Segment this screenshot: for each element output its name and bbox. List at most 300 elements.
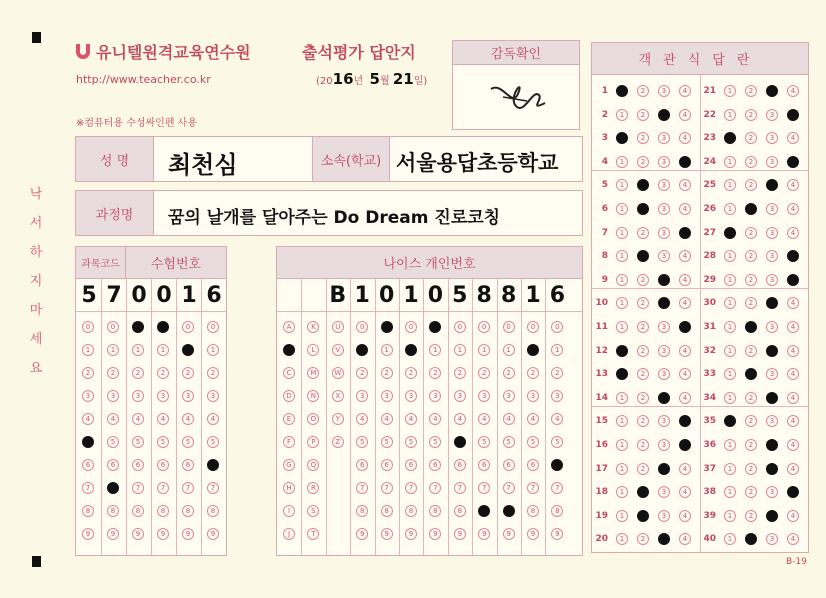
neis-letter-bubble: K bbox=[307, 321, 319, 333]
answer-bubble: 4 bbox=[679, 463, 691, 475]
exam-bubble: 4 bbox=[207, 413, 219, 425]
neis-digit-bubble: 7 bbox=[527, 482, 539, 494]
question-number: 22 bbox=[703, 109, 716, 120]
answer-bubble: 1 bbox=[616, 250, 628, 262]
neis-digit: 0 bbox=[427, 283, 444, 308]
grid-line bbox=[101, 279, 102, 555]
neis-digit-bubble: 7 bbox=[503, 482, 515, 494]
exam-bubble: 6 bbox=[157, 459, 169, 471]
answer-bubble: 2 bbox=[637, 533, 649, 545]
timing-mark-top bbox=[32, 32, 41, 43]
exam-bubble: 6 bbox=[82, 459, 94, 471]
neis-digit-bubble: 0 bbox=[478, 321, 490, 333]
answer-bubble: 4 bbox=[787, 510, 799, 522]
neis-digit-bubble: 4 bbox=[478, 413, 490, 425]
neis-digit-bubble: 1 bbox=[503, 344, 515, 356]
question-number: 3 bbox=[601, 133, 608, 144]
answer-bubble: 3 bbox=[658, 156, 670, 168]
answer-bubble: 1 bbox=[724, 463, 736, 475]
side-warning-char: 요 bbox=[29, 361, 43, 376]
grid-line bbox=[497, 279, 498, 555]
grid-line bbox=[277, 311, 582, 312]
supervisor-signature bbox=[483, 71, 553, 125]
neis-digit: 0 bbox=[378, 283, 395, 308]
question-number: 21 bbox=[703, 86, 716, 96]
question-number: 14 bbox=[595, 392, 608, 403]
exam-bubble: 0 bbox=[107, 321, 119, 333]
neis-digit-bubble: 7 bbox=[381, 482, 393, 494]
neis-digit-bubble: 0 bbox=[381, 321, 393, 333]
answer-bubble: 2 bbox=[637, 227, 649, 239]
answer-bubble: 1 bbox=[616, 85, 628, 97]
grid-line bbox=[76, 311, 226, 312]
answer-bubble: 1 bbox=[724, 203, 736, 215]
exam-number-panel bbox=[75, 246, 227, 556]
exam-bubble: 1 bbox=[107, 344, 119, 356]
answer-bubble: 3 bbox=[766, 439, 778, 451]
neis-digit-bubble: 2 bbox=[527, 367, 539, 379]
answer-bubble: 2 bbox=[637, 463, 649, 475]
question-number: 38 bbox=[703, 487, 716, 498]
neis-digit-bubble: 1 bbox=[551, 344, 563, 356]
answer-bubble: 3 bbox=[766, 85, 778, 97]
exam-bubble: 8 bbox=[107, 505, 119, 517]
answer-bubble: 3 bbox=[658, 368, 670, 380]
neis-digit-bubble: 1 bbox=[478, 344, 490, 356]
answer-bubble: 3 bbox=[766, 274, 778, 286]
answer-bubble: 2 bbox=[745, 533, 757, 545]
neis-letter-bubble: A bbox=[283, 321, 295, 333]
answer-bubble: 3 bbox=[658, 132, 670, 144]
answer-bubble: 2 bbox=[745, 368, 757, 380]
answer-bubble: 2 bbox=[745, 156, 757, 168]
neis-digit-bubble: 1 bbox=[454, 344, 466, 356]
grid-line bbox=[545, 279, 546, 555]
exam-digit: 7 bbox=[106, 283, 122, 308]
neis-digit-bubble: 6 bbox=[381, 459, 393, 471]
answer-bubble: 4 bbox=[787, 368, 799, 380]
neis-digit-bubble: 7 bbox=[551, 482, 563, 494]
question-number: 40 bbox=[703, 534, 716, 545]
exam-digit: 0 bbox=[156, 283, 172, 308]
answer-bubble: 4 bbox=[679, 392, 691, 404]
form-code: B-19 bbox=[786, 557, 807, 567]
answer-bubble: 2 bbox=[637, 250, 649, 262]
neis-digit-bubble: 3 bbox=[478, 390, 490, 402]
answer-bubble: 2 bbox=[637, 203, 649, 215]
answer-bubble: 4 bbox=[787, 415, 799, 427]
grid-line bbox=[399, 279, 400, 555]
neis-digit-bubble: 0 bbox=[356, 321, 368, 333]
exam-bubble: 2 bbox=[82, 367, 94, 379]
side-warning-char: 낙 bbox=[29, 187, 43, 202]
question-number: 5 bbox=[601, 180, 608, 191]
answer-bubble: 2 bbox=[745, 203, 757, 215]
neis-digit-bubble: 0 bbox=[503, 321, 515, 333]
neis-digit-bubble: 1 bbox=[405, 344, 417, 356]
exam-bubble: 1 bbox=[132, 344, 144, 356]
exam-bubble: 4 bbox=[157, 413, 169, 425]
answer-bubble: 4 bbox=[787, 85, 799, 97]
neis-digit-bubble: 8 bbox=[429, 505, 441, 517]
neis-letter-bubble: T bbox=[307, 528, 319, 540]
question-number: 2 bbox=[601, 109, 608, 120]
answer-bubble: 1 bbox=[616, 392, 628, 404]
side-warning-char: 세 bbox=[29, 332, 43, 347]
answer-bubble: 1 bbox=[616, 321, 628, 333]
neis-digit-bubble: 2 bbox=[503, 367, 515, 379]
answer-bubble: 2 bbox=[745, 510, 757, 522]
side-warning-char: 서 bbox=[29, 216, 43, 231]
answer-bubble: 3 bbox=[766, 533, 778, 545]
answer-bubble: 1 bbox=[724, 227, 736, 239]
neis-digit-bubble: 4 bbox=[356, 413, 368, 425]
neis-letter-bubble: F bbox=[283, 436, 295, 448]
neis-digit-bubble: 6 bbox=[551, 459, 563, 471]
exam-bubble: 2 bbox=[157, 367, 169, 379]
answer-bubble: 1 bbox=[724, 132, 736, 144]
answer-bubble: 2 bbox=[637, 415, 649, 427]
answer-bubble: 3 bbox=[766, 463, 778, 475]
answer-bubble: 2 bbox=[637, 368, 649, 380]
name-row bbox=[75, 136, 583, 182]
answer-bubble: 1 bbox=[616, 227, 628, 239]
answer-bubble: 3 bbox=[766, 368, 778, 380]
exam-number-label: 수험번호 bbox=[126, 247, 226, 279]
logo-icon bbox=[74, 42, 92, 60]
neis-digit-bubble: 2 bbox=[478, 367, 490, 379]
neis-digit-bubble: 9 bbox=[551, 528, 563, 540]
question-number: 29 bbox=[703, 274, 716, 285]
neis-letter-bubble: G bbox=[283, 459, 295, 471]
question-number: 12 bbox=[595, 345, 608, 356]
exam-bubble: 3 bbox=[207, 390, 219, 402]
neis-digit-bubble: 6 bbox=[356, 459, 368, 471]
name-label: 성 명 bbox=[76, 137, 154, 181]
answer-bubble: 1 bbox=[724, 297, 736, 309]
neis-letter-bubble: Q bbox=[307, 459, 319, 471]
exam-bubble: 0 bbox=[82, 321, 94, 333]
exam-bubble: 7 bbox=[132, 482, 144, 494]
answer-bubble: 2 bbox=[637, 297, 649, 309]
exam-bubble: 7 bbox=[157, 482, 169, 494]
answer-bubble: 4 bbox=[679, 415, 691, 427]
answer-bubble: 3 bbox=[658, 510, 670, 522]
answer-bubble: 1 bbox=[724, 156, 736, 168]
exam-bubble: 6 bbox=[207, 459, 219, 471]
grid-line bbox=[176, 279, 177, 555]
neis-digit-bubble: 3 bbox=[551, 390, 563, 402]
neis-letter-bubble: J bbox=[283, 528, 295, 540]
exam-bubble: 6 bbox=[132, 459, 144, 471]
exam-bubble: 7 bbox=[182, 482, 194, 494]
website: http://www.teacher.co.kr bbox=[76, 73, 211, 86]
exam-bubble: 0 bbox=[132, 321, 144, 333]
neis-digit-bubble: 9 bbox=[454, 528, 466, 540]
exam-bubble: 8 bbox=[207, 505, 219, 517]
answer-bubble: 1 bbox=[616, 439, 628, 451]
answer-bubble: 1 bbox=[724, 415, 736, 427]
answer-bubble: 3 bbox=[766, 203, 778, 215]
grid-line bbox=[700, 75, 701, 552]
neis-digit-bubble: 7 bbox=[405, 482, 417, 494]
neis-letter-bubble: Z bbox=[332, 436, 344, 448]
exam-date: (2016년 5월 21일) bbox=[316, 70, 428, 88]
exam-bubble: 5 bbox=[82, 436, 94, 448]
neis-digit: 8 bbox=[476, 283, 492, 308]
neis-digit-bubble: 6 bbox=[454, 459, 466, 471]
answer-bubble: 3 bbox=[658, 203, 670, 215]
answer-bubble: 2 bbox=[745, 227, 757, 239]
exam-bubble: 2 bbox=[182, 367, 194, 379]
question-number: 17 bbox=[595, 463, 608, 474]
exam-bubble: 5 bbox=[107, 436, 119, 448]
grid-line bbox=[126, 279, 127, 555]
name-value: 최천심 bbox=[168, 151, 238, 179]
neis-digit-bubble: 5 bbox=[551, 436, 563, 448]
timing-mark-bottom bbox=[32, 556, 41, 567]
grid-line bbox=[326, 279, 327, 555]
answer-bubble: 3 bbox=[658, 321, 670, 333]
neis-digit-bubble: 4 bbox=[551, 413, 563, 425]
answers-title: 객관식답란 bbox=[592, 43, 808, 75]
answer-bubble: 3 bbox=[658, 533, 670, 545]
neis-digit-bubble: 9 bbox=[478, 528, 490, 540]
neis-letter-bubble: Y bbox=[332, 413, 344, 425]
question-number: 11 bbox=[595, 322, 608, 332]
neis-letter-bubble: L bbox=[307, 344, 319, 356]
question-number: 7 bbox=[601, 227, 608, 238]
answer-bubble: 3 bbox=[766, 486, 778, 498]
neis-digit-bubble: 3 bbox=[381, 390, 393, 402]
neis-digit-bubble: 7 bbox=[478, 482, 490, 494]
exam-bubble: 4 bbox=[182, 413, 194, 425]
answer-bubble: 4 bbox=[787, 132, 799, 144]
exam-bubble: 8 bbox=[82, 505, 94, 517]
side-warning-char: 하 bbox=[29, 245, 43, 260]
exam-bubble: 9 bbox=[107, 528, 119, 540]
answer-bubble: 2 bbox=[637, 85, 649, 97]
exam-bubble: 8 bbox=[157, 505, 169, 517]
answer-bubble: 1 bbox=[616, 203, 628, 215]
exam-bubble: 1 bbox=[157, 344, 169, 356]
neis-digit-bubble: 9 bbox=[527, 528, 539, 540]
grid-line bbox=[472, 279, 473, 555]
neis-digit: 1 bbox=[525, 283, 541, 308]
neis-digit-bubble: 0 bbox=[405, 321, 417, 333]
neis-digit: B bbox=[329, 283, 347, 308]
question-number: 35 bbox=[703, 416, 716, 427]
side-warning-char: 마 bbox=[29, 303, 43, 318]
answer-bubble: 1 bbox=[724, 179, 736, 191]
neis-digit-bubble: 0 bbox=[429, 321, 441, 333]
answer-bubble: 1 bbox=[616, 463, 628, 475]
neis-digit-bubble: 4 bbox=[381, 413, 393, 425]
exam-bubble: 9 bbox=[132, 528, 144, 540]
exam-bubble: 2 bbox=[107, 367, 119, 379]
question-number: 4 bbox=[601, 156, 608, 167]
exam-bubble: 5 bbox=[157, 436, 169, 448]
answer-bubble: 4 bbox=[679, 250, 691, 262]
neis-letter-bubble: H bbox=[283, 482, 295, 494]
answer-bubble: 2 bbox=[637, 274, 649, 286]
answer-bubble: 3 bbox=[766, 109, 778, 121]
answer-bubble: 1 bbox=[724, 533, 736, 545]
neis-digit: 1 bbox=[354, 283, 370, 308]
exam-bubble: 3 bbox=[107, 390, 119, 402]
question-number: 33 bbox=[703, 369, 716, 380]
answer-bubble: 4 bbox=[787, 392, 799, 404]
supervisor-label: 감독확인 bbox=[453, 41, 579, 65]
grid-line bbox=[350, 279, 351, 555]
answer-bubble: 2 bbox=[745, 109, 757, 121]
answer-bubble: 3 bbox=[766, 392, 778, 404]
exam-digit: 6 bbox=[206, 283, 222, 308]
question-number: 10 bbox=[595, 298, 608, 309]
answer-bubble: 2 bbox=[637, 109, 649, 121]
exam-bubble: 5 bbox=[207, 436, 219, 448]
answer-bubble: 2 bbox=[745, 274, 757, 286]
question-number: 27 bbox=[703, 227, 716, 238]
answer-bubble: 4 bbox=[787, 274, 799, 286]
question-number: 37 bbox=[703, 463, 716, 474]
neis-panel bbox=[276, 246, 583, 556]
answer-bubble: 3 bbox=[766, 132, 778, 144]
neis-digit-bubble: 8 bbox=[454, 505, 466, 517]
neis-digit-bubble: 0 bbox=[527, 321, 539, 333]
answer-bubble: 2 bbox=[637, 179, 649, 191]
neis-digit-bubble: 1 bbox=[381, 344, 393, 356]
neis-letter-bubble: I bbox=[283, 505, 295, 517]
answer-bubble: 1 bbox=[724, 439, 736, 451]
answer-bubble: 3 bbox=[658, 486, 670, 498]
neis-digit-bubble: 6 bbox=[527, 459, 539, 471]
answer-bubble: 1 bbox=[724, 392, 736, 404]
answer-bubble: 3 bbox=[658, 179, 670, 191]
answer-bubble: 1 bbox=[616, 297, 628, 309]
grid-line bbox=[151, 279, 152, 555]
question-number: 28 bbox=[703, 251, 716, 262]
neis-letter-bubble: O bbox=[307, 413, 319, 425]
neis-digit-bubble: 2 bbox=[405, 367, 417, 379]
neis-digit-bubble: 1 bbox=[527, 344, 539, 356]
pen-notice: ※컴퓨터용 수성싸인펜 사용 bbox=[76, 118, 197, 129]
question-number: 36 bbox=[703, 440, 716, 450]
question-number: 1 bbox=[601, 86, 608, 96]
question-number: 16 bbox=[595, 440, 608, 450]
question-number: 25 bbox=[703, 180, 716, 191]
answer-bubble: 2 bbox=[745, 345, 757, 357]
neis-digit-bubble: 2 bbox=[454, 367, 466, 379]
neis-letter-bubble: M bbox=[307, 367, 319, 379]
neis-letter-bubble: E bbox=[283, 413, 295, 425]
answer-bubble: 2 bbox=[745, 486, 757, 498]
answer-bubble: 4 bbox=[787, 439, 799, 451]
answer-bubble: 1 bbox=[616, 179, 628, 191]
answer-bubble: 4 bbox=[787, 321, 799, 333]
answer-bubble: 2 bbox=[745, 321, 757, 333]
answer-bubble: 2 bbox=[745, 179, 757, 191]
answer-bubble: 4 bbox=[679, 156, 691, 168]
question-number: 19 bbox=[595, 510, 608, 521]
answer-bubble: 4 bbox=[787, 297, 799, 309]
course-code-label: 과목코드 bbox=[76, 247, 126, 279]
answer-bubble: 3 bbox=[766, 415, 778, 427]
exam-bubble: 5 bbox=[132, 436, 144, 448]
neis-digit-bubble: 6 bbox=[405, 459, 417, 471]
answer-bubble: 4 bbox=[679, 345, 691, 357]
answer-bubble: 4 bbox=[679, 368, 691, 380]
answer-bubble: 3 bbox=[658, 345, 670, 357]
question-number: 30 bbox=[703, 298, 716, 309]
neis-digit: 5 bbox=[452, 283, 468, 308]
neis-digit-bubble: 1 bbox=[429, 344, 441, 356]
exam-digit: 1 bbox=[181, 283, 197, 308]
neis-digit-bubble: 2 bbox=[429, 367, 441, 379]
question-number: 18 bbox=[595, 487, 608, 498]
neis-digit-bubble: 9 bbox=[503, 528, 515, 540]
exam-bubble: 2 bbox=[207, 367, 219, 379]
question-number: 26 bbox=[703, 204, 716, 214]
grid-line bbox=[375, 279, 376, 555]
neis-digit-bubble: 4 bbox=[527, 413, 539, 425]
exam-bubble: 6 bbox=[182, 459, 194, 471]
course-label: 과정명 bbox=[76, 191, 154, 235]
grid-line bbox=[423, 279, 424, 555]
answer-bubble: 1 bbox=[616, 132, 628, 144]
neis-digit-bubble: 5 bbox=[503, 436, 515, 448]
neis-digit-bubble: 6 bbox=[429, 459, 441, 471]
answer-bubble: 3 bbox=[658, 109, 670, 121]
answer-bubble: 2 bbox=[745, 392, 757, 404]
answer-bubble: 4 bbox=[787, 463, 799, 475]
neis-digit-bubble: 3 bbox=[527, 390, 539, 402]
answer-bubble: 2 bbox=[745, 439, 757, 451]
exam-bubble: 7 bbox=[82, 482, 94, 494]
question-number: 20 bbox=[595, 534, 608, 545]
answer-bubble: 2 bbox=[745, 463, 757, 475]
exam-bubble: 0 bbox=[207, 321, 219, 333]
neis-digit-bubble: 6 bbox=[478, 459, 490, 471]
question-number: 15 bbox=[595, 416, 608, 427]
school-value: 서울용답초등학교 bbox=[396, 151, 559, 175]
neis-digit-bubble: 8 bbox=[551, 505, 563, 517]
answer-bubble: 1 bbox=[616, 156, 628, 168]
question-number: 13 bbox=[595, 369, 608, 380]
answer-bubble: 4 bbox=[679, 85, 691, 97]
exam-bubble: 9 bbox=[157, 528, 169, 540]
exam-bubble: 7 bbox=[207, 482, 219, 494]
exam-bubble: 7 bbox=[107, 482, 119, 494]
neis-digit-bubble: 5 bbox=[527, 436, 539, 448]
answer-bubble: 3 bbox=[658, 227, 670, 239]
neis-digit-bubble: 4 bbox=[429, 413, 441, 425]
exam-bubble: 2 bbox=[132, 367, 144, 379]
exam-bubble: 4 bbox=[107, 413, 119, 425]
answer-bubble: 3 bbox=[766, 250, 778, 262]
answer-bubble: 4 bbox=[679, 132, 691, 144]
grid-line bbox=[592, 406, 808, 407]
neis-digit-bubble: 7 bbox=[356, 482, 368, 494]
answer-bubble: 3 bbox=[766, 156, 778, 168]
neis-letter-bubble: P bbox=[307, 436, 319, 448]
answer-bubble: 4 bbox=[679, 203, 691, 215]
answer-bubble: 3 bbox=[658, 274, 670, 286]
question-number: 24 bbox=[703, 156, 716, 167]
question-number: 32 bbox=[703, 345, 716, 356]
answer-bubble: 4 bbox=[679, 297, 691, 309]
answer-bubble: 4 bbox=[679, 510, 691, 522]
